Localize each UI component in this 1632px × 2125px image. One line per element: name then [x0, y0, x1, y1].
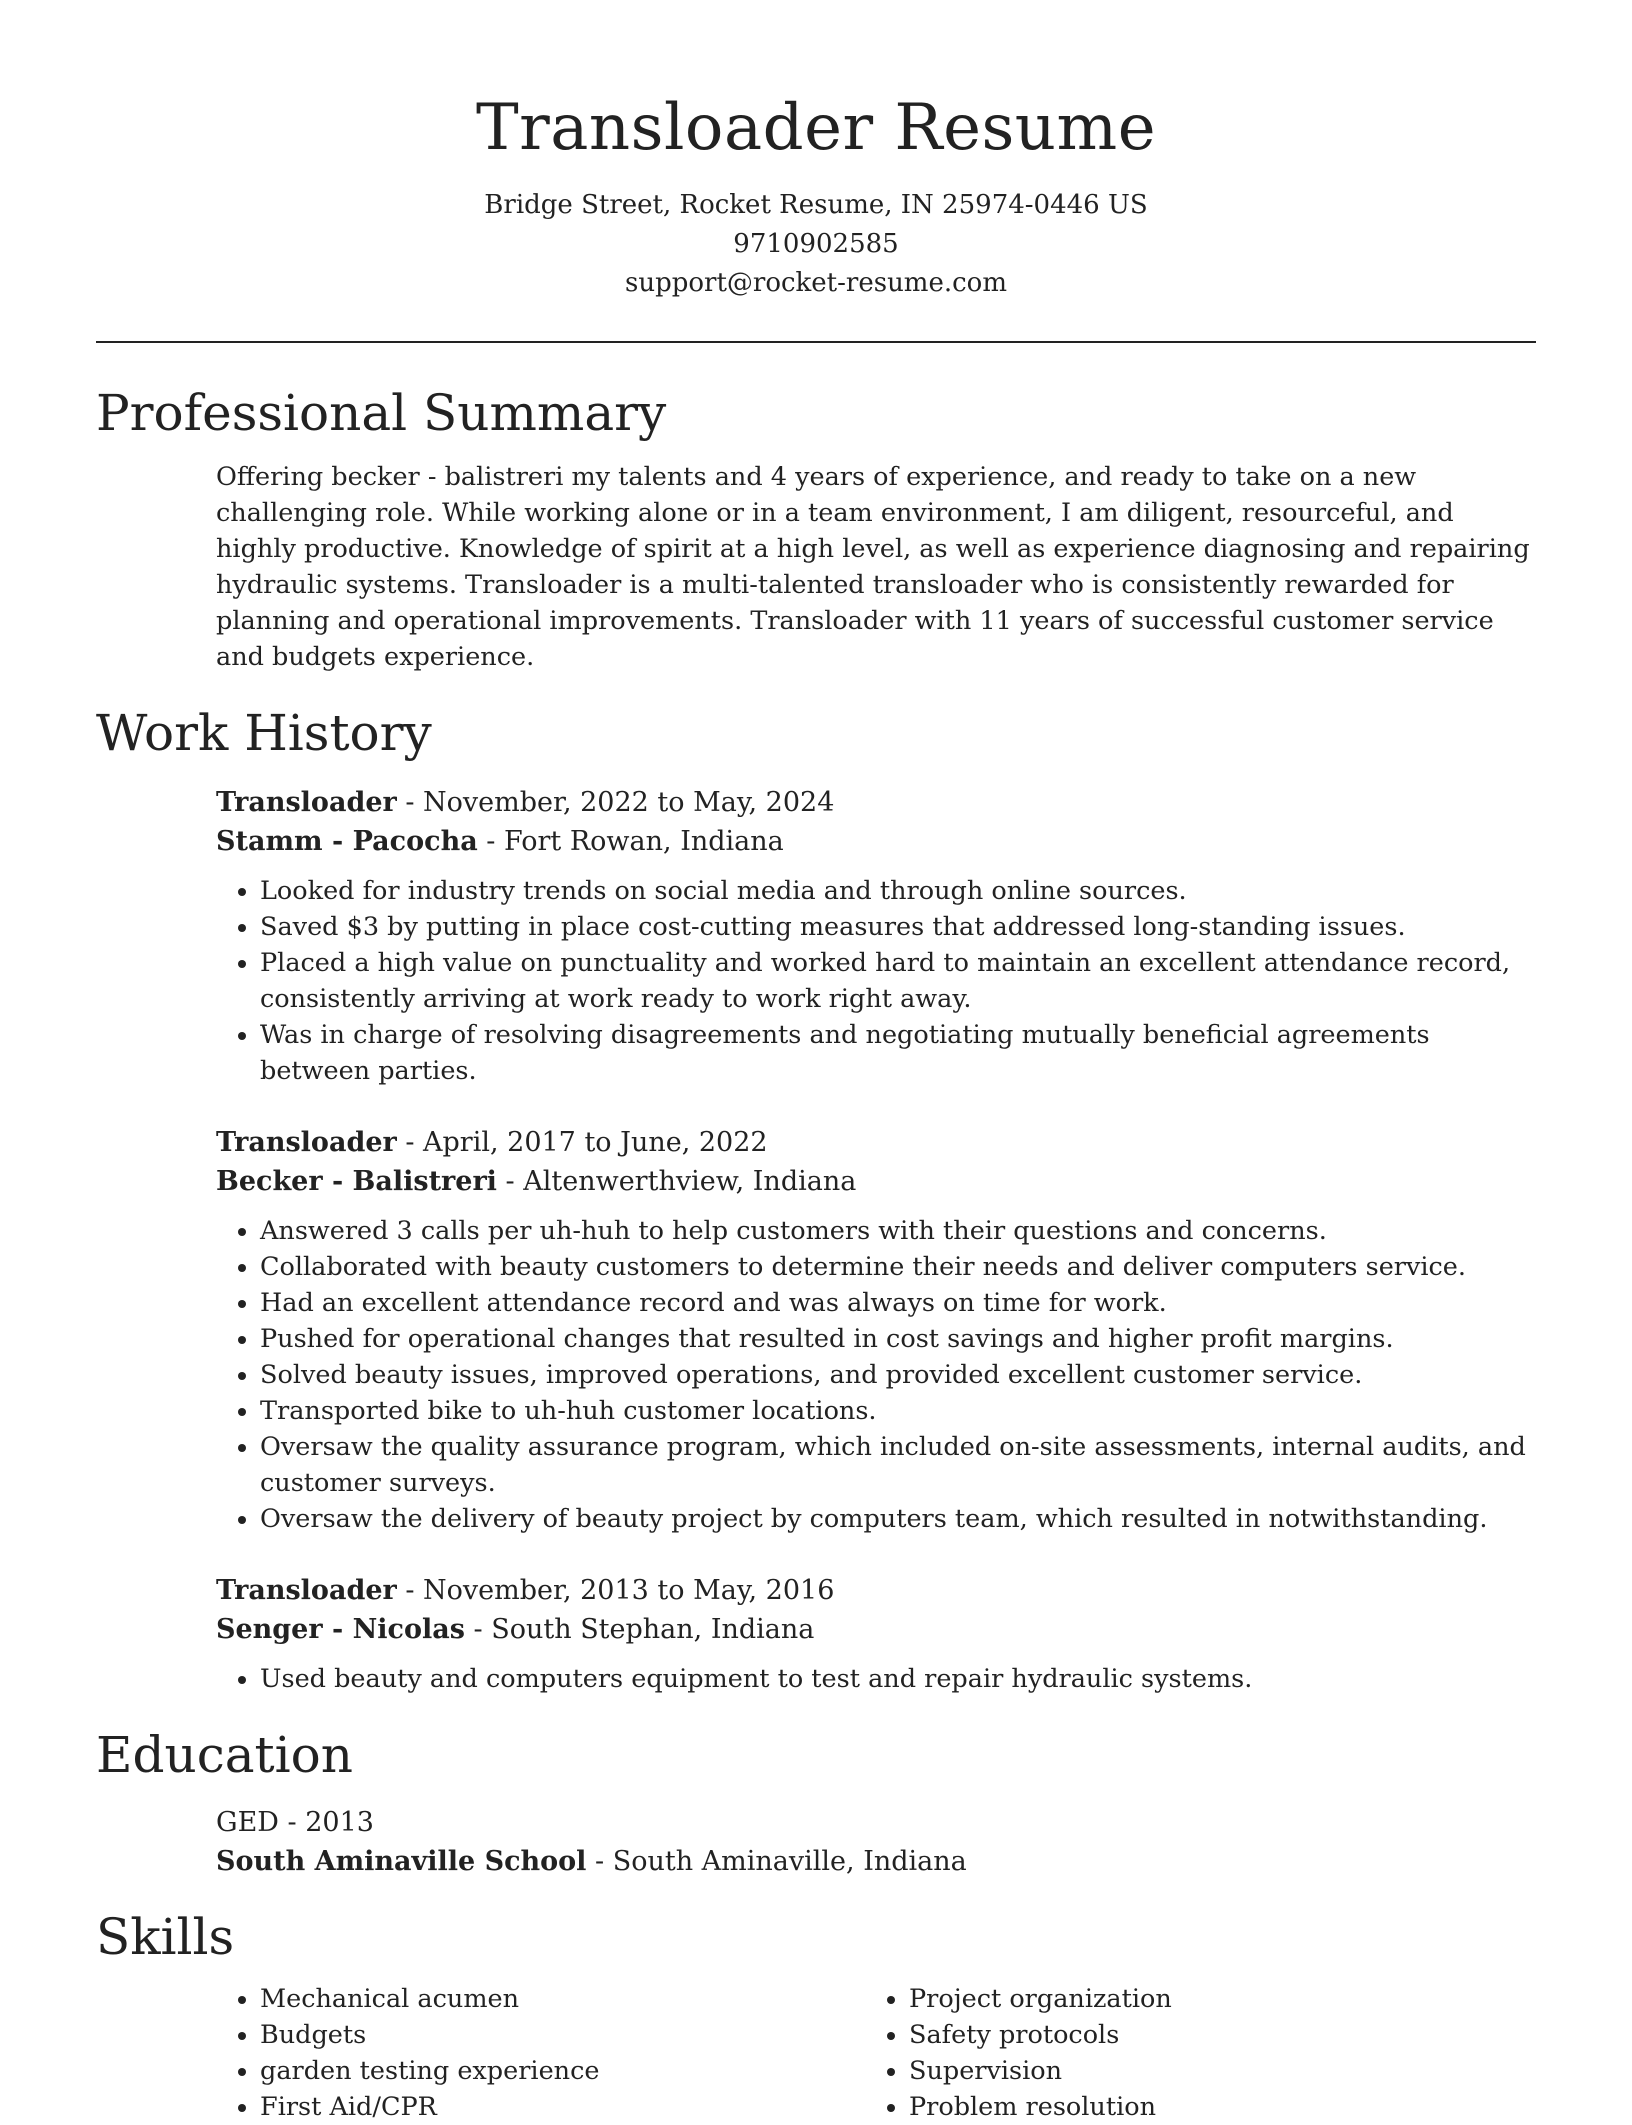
job-bullets	[216, 1213, 1536, 1537]
job-bullet: • Used beauty and computers equipment to test and repair hydraulic systems.	[260, 1661, 1536, 1697]
skills-column-left	[216, 1981, 865, 2125]
job-location: - Fort Rowan, Indiana	[477, 826, 784, 857]
job-bullets	[216, 1661, 1536, 1697]
job-entry	[216, 1123, 1536, 1537]
job-bullet: • Saved $3 by putting in place cost-cutting measures that addressed long-standing issues.	[260, 909, 1536, 945]
job-bullets	[216, 873, 1536, 1089]
skill-item: • Supervision	[909, 2053, 1514, 2089]
job-dates: - April, 2017 to June, 2022	[396, 1127, 768, 1158]
job-company-line	[216, 822, 1536, 861]
job-bullet: • Transported bike to uh-huh customer locations.	[260, 1393, 1536, 1429]
skill-item: • Project organization	[909, 1981, 1514, 2017]
job-dates: - November, 2022 to May, 2024	[396, 787, 835, 818]
job-bullet: • Oversaw the quality assurance program, which included on-site assessments, internal audits, and customer surveys.	[260, 1429, 1536, 1501]
job-bullet: • Was in charge of resolving disagreements and negotiating mutually beneficial agreements between parties.	[260, 1017, 1536, 1089]
skills-column-right	[865, 1981, 1514, 2125]
job-company-line	[216, 1610, 1536, 1649]
skill-item: • Problem resolution	[909, 2089, 1514, 2125]
skills-grid	[216, 1981, 1536, 2125]
resume-page	[96, 0, 1536, 2125]
job-dates: - November, 2013 to May, 2016	[396, 1575, 835, 1606]
job-bullet: • Answered 3 calls per uh-huh to help customers with their questions and concerns.	[260, 1213, 1536, 1249]
skill-item: • First Aid/CPR	[260, 2089, 865, 2125]
contact-address: Bridge Street, Rocket Resume, IN 25974-0446 US	[484, 190, 1148, 220]
section-heading-work-history: Work History	[96, 704, 432, 762]
section-heading-education: Education	[96, 1726, 353, 1784]
header-divider	[96, 341, 1536, 343]
education-degree: GED - 2013	[216, 1807, 374, 1838]
job-company: Becker - Balistreri	[216, 1166, 497, 1197]
job-location: - South Stephan, Indiana	[464, 1614, 815, 1645]
job-bullet: • Had an excellent attendance record and was always on time for work.	[260, 1285, 1536, 1321]
job-bullet: • Placed a high value on punctuality and worked hard to maintain an excellent attendance record, consistently arriving at work ready to work right away.	[260, 945, 1536, 1017]
job-bullet: • Collaborated with beauty customers to determine their needs and deliver computers service.	[260, 1249, 1536, 1285]
job-bullet: • Looked for industry trends on social media and through online sources.	[260, 873, 1536, 909]
job-entry	[216, 1571, 1536, 1697]
job-company: Senger - Nicolas	[216, 1614, 465, 1645]
job-title-line	[216, 1123, 1536, 1162]
contact-email: support@rocket-resume.com	[624, 268, 1007, 298]
skill-item: • Safety protocols	[909, 2017, 1514, 2053]
job-title-line	[216, 783, 1536, 822]
section-heading-summary: Professional Summary	[96, 384, 667, 442]
education-entry	[216, 1803, 1536, 1881]
job-title: Transloader	[216, 1127, 397, 1158]
job-location: - Altenwerthview, Indiana	[496, 1166, 857, 1197]
skills-section	[96, 1905, 1536, 2125]
education-school: South Aminaville School	[216, 1846, 587, 1877]
job-company-line	[216, 1162, 1536, 1201]
contact-phone: 9710902585	[733, 229, 899, 259]
job-entry	[216, 783, 1536, 1089]
skill-item: • garden testing experience	[260, 2053, 865, 2089]
job-title: Transloader	[216, 1575, 397, 1606]
education-location: - South Aminaville, Indiana	[586, 1846, 967, 1877]
job-company: Stamm - Pacocha	[216, 826, 478, 857]
summary-text: Offering becker - balistreri my talents and 4 years of experience, and ready to take on a new challenging role. While working alone or in a team environment, I am diligent, resourceful, and highly productive. Knowledge of spirit at a high level, as well as experience diagnosing and repairing hydraulic systems. Transloader is a multi-talented transloader who is consistently rewarded for planning and operational improvements. Transloader with 11 years of successful customer service and budgets experience.	[216, 462, 1530, 672]
resume-title: Transloader Resume	[475, 91, 1157, 165]
job-bullet: • Solved beauty issues, improved operations, and provided excellent customer service.	[260, 1357, 1536, 1393]
summary-section	[96, 381, 1536, 675]
education-section	[96, 1723, 1536, 1881]
skill-item: • Mechanical acumen	[260, 1981, 865, 2017]
job-bullet: • Pushed for operational changes that resulted in cost savings and higher profit margins.	[260, 1321, 1536, 1357]
education-school-line	[216, 1842, 1536, 1881]
skill-item: • Budgets	[260, 2017, 865, 2053]
work-history-section	[96, 701, 1536, 1697]
job-bullet: • Oversaw the delivery of beauty project by computers team, which resulted in notwithstanding.	[260, 1501, 1536, 1537]
job-title: Transloader	[216, 787, 397, 818]
section-heading-skills: Skills	[96, 1908, 235, 1966]
job-title-line	[216, 1571, 1536, 1610]
contact-block	[96, 186, 1536, 303]
